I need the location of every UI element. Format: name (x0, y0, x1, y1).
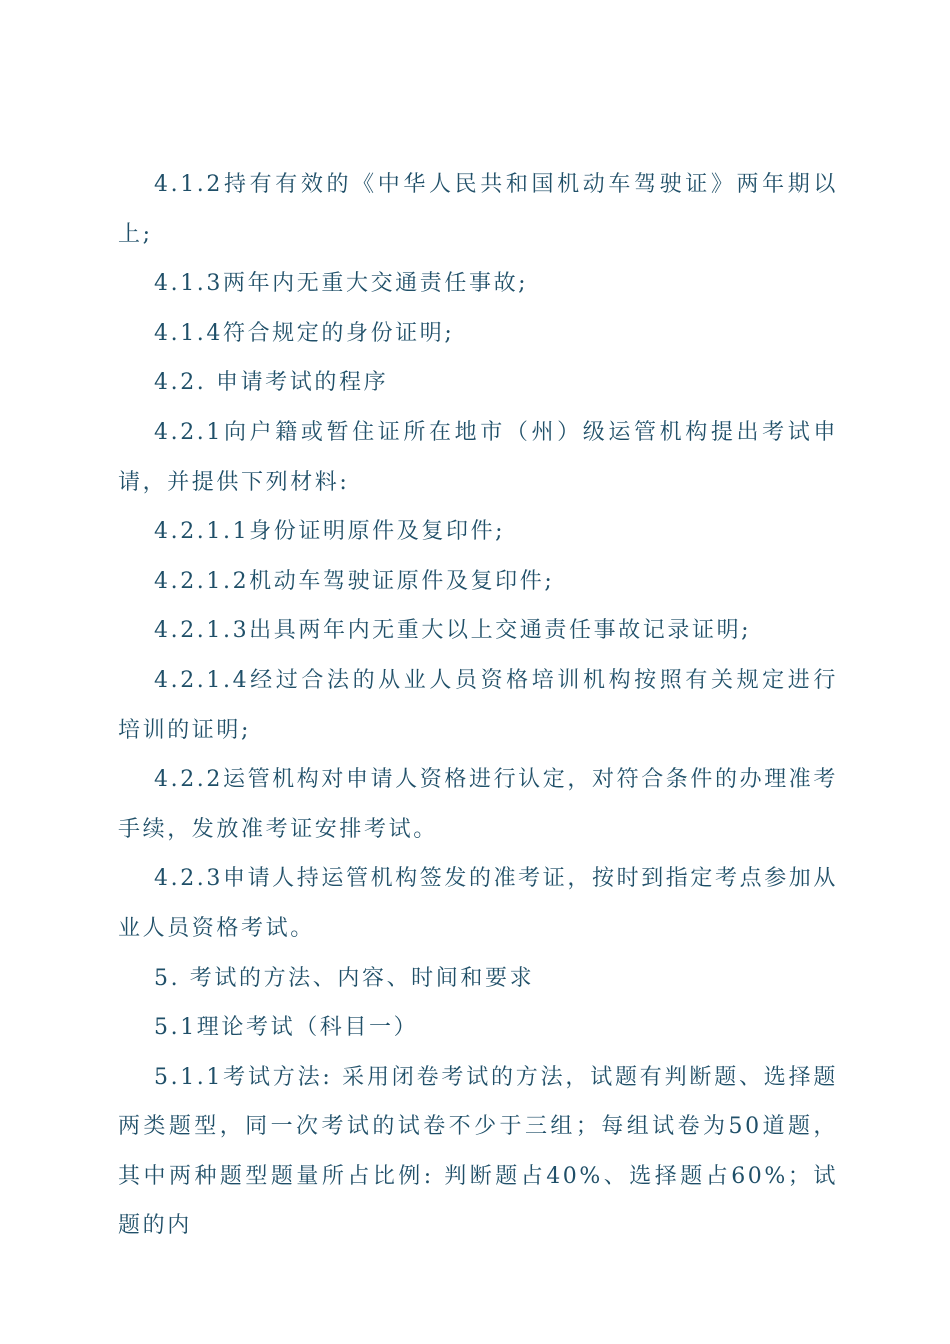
document-page (118, 160, 838, 1251)
paragraph-4-1-2: 4.1.2持有有效的《中华人民共和国机动车驾驶证》两年期以上; (118, 172, 838, 247)
heading-4-2: 4.2. 申请考试的程序 (154, 370, 389, 396)
heading-5-1: 5.1理论考试（科目一） (154, 1015, 419, 1041)
paragraph-5-1-1: 5.1.1考试方法: 采用闭卷考试的方法，试题有判断题、选择题两类题型，同一次考试的试卷不少于三组；每组试卷为50道题，其中两种题型题量所占比例: 判断题占40%、选择题占60%；试题的内 (118, 1064, 838, 1239)
heading-5: 5. 考试的方法、内容、时间和要求 (154, 965, 535, 991)
paragraph-4-1-4: 4.1.4符合规定的身份证明; (154, 320, 455, 346)
paragraph-4-2-3: 4.2.3申请人持运管机构签发的准考证，按时到指定考点参加从业人员资格考试。 (118, 866, 838, 941)
paragraph-4-2-1-3: 4.2.1.3出具两年内无重大以上交通责任事故记录证明; (154, 618, 752, 644)
paragraph-4-2-1-4: 4.2.1.4经过合法的从业人员资格培训机构按照有关规定进行培训的证明; (118, 667, 838, 743)
paragraph-4-2-1-2: 4.2.1.2机动车驾驶证原件及复印件; (154, 568, 555, 594)
paragraph-4-1-3: 4.1.3两年内无重大交通责任事故; (154, 271, 529, 297)
paragraph-4-2-2: 4.2.2运管机构对申请人资格进行认定，对符合条件的办理准考手续，发放准考证安排考试。 (118, 767, 838, 842)
paragraph-4-2-1-1: 4.2.1.1身份证明原件及复印件; (154, 519, 506, 545)
paragraph-4-2-1: 4.2.1向户籍或暂住证所在地市（州）级运管机构提出考试申请，并提供下列材料: (118, 419, 838, 495)
